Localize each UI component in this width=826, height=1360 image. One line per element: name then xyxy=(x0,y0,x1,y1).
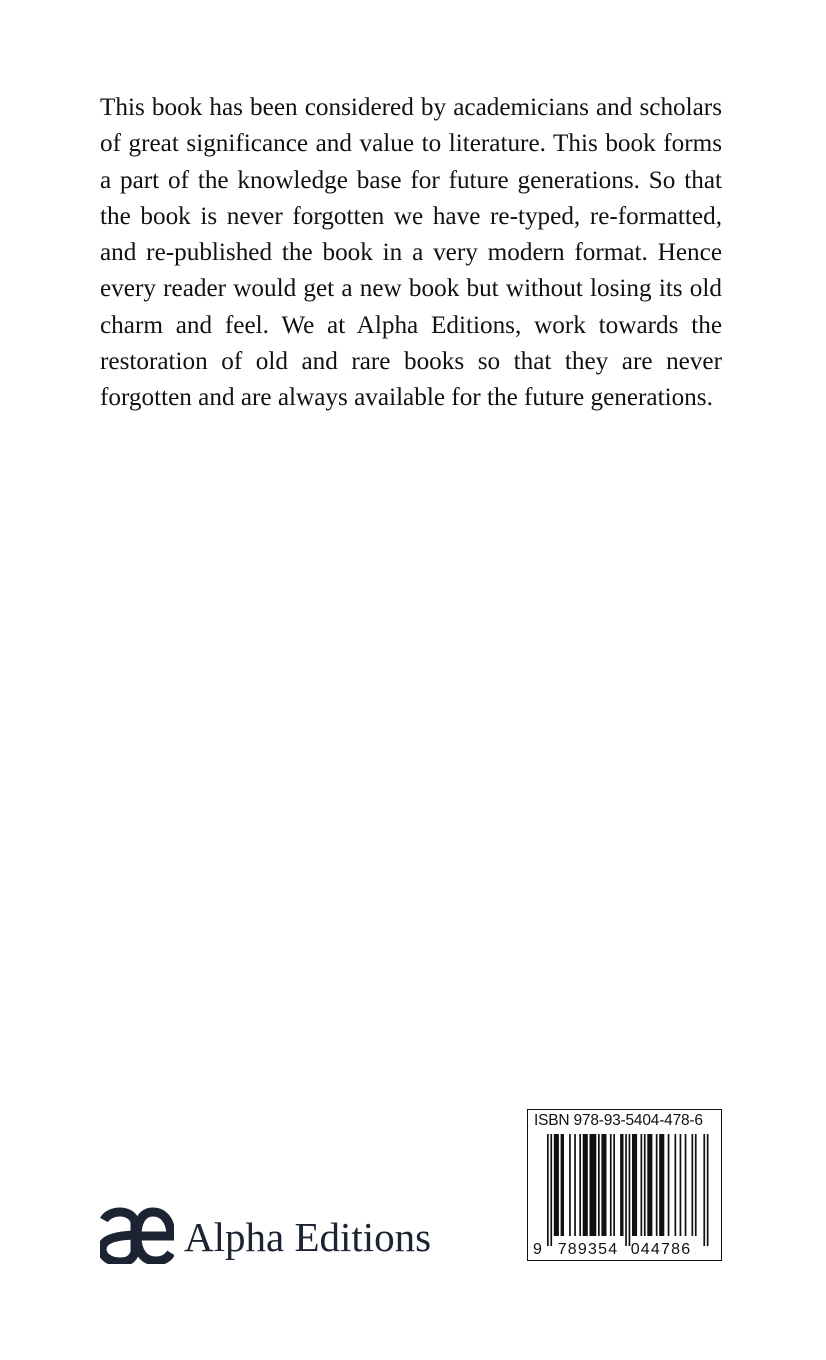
barcode-right-digits: 044786 xyxy=(630,1241,692,1258)
barcode-bar xyxy=(695,1134,697,1236)
publisher-name: Alpha Editions xyxy=(184,1214,432,1260)
barcode-bar xyxy=(590,1134,597,1236)
barcode-bar xyxy=(598,1134,600,1236)
barcode-graphic xyxy=(528,1110,720,1259)
barcode-bar xyxy=(610,1134,612,1236)
barcode-bar xyxy=(668,1134,670,1236)
barcode-bar xyxy=(659,1134,664,1236)
barcode-bar xyxy=(685,1134,687,1236)
barcode-bar xyxy=(620,1134,623,1236)
isbn-label: ISBN 978-93-5404-478-6 xyxy=(534,1112,703,1129)
barcode-bar xyxy=(574,1134,576,1236)
publisher-block xyxy=(100,1205,431,1265)
barcode-bar xyxy=(569,1134,571,1236)
barcode-bars xyxy=(547,1134,709,1246)
barcode-guard-bar xyxy=(703,1134,705,1246)
barcode-guard-bar xyxy=(547,1134,549,1246)
barcode-bar xyxy=(641,1134,643,1236)
barcode-bar xyxy=(656,1134,658,1236)
barcode-bar xyxy=(554,1134,559,1236)
ae-ligature-logo-icon xyxy=(100,1206,174,1264)
barcode-bar xyxy=(601,1134,606,1236)
barcode-bar xyxy=(561,1134,564,1236)
barcode-bar xyxy=(675,1134,677,1236)
barcode-bar xyxy=(680,1134,682,1236)
barcode-bar xyxy=(644,1134,646,1236)
barcode-bar xyxy=(583,1134,588,1236)
barcode-bar xyxy=(647,1134,652,1236)
barcode-bar xyxy=(692,1134,694,1236)
barcode-guard-bar xyxy=(707,1134,709,1246)
barcode-guard-bar xyxy=(625,1134,627,1246)
isbn-barcode xyxy=(527,1109,722,1261)
barcode-bar xyxy=(613,1134,615,1236)
description-paragraph: This book has been considered by academicians and scholars of great significance and value to literature. This book forms a part of the knowledge base for future generations. So that the book is never forgotten we have re-typed, re-formatted, and re-published the book in a very modern format. Hence every reader would get a new book but without losing its old charm and feel. We at Alpha Editions, work towards the restoration of old and rare books so that they are never forgotten and are always available for the future generations. xyxy=(100,94,722,412)
barcode-left-digits: 789354 xyxy=(557,1241,619,1258)
barcode-guard-bar xyxy=(629,1134,631,1246)
barcode-bar xyxy=(579,1134,581,1236)
barcode-guard-bar xyxy=(550,1134,552,1246)
barcode-bar xyxy=(632,1134,637,1236)
barcode-first-digit: 9 xyxy=(533,1241,542,1258)
